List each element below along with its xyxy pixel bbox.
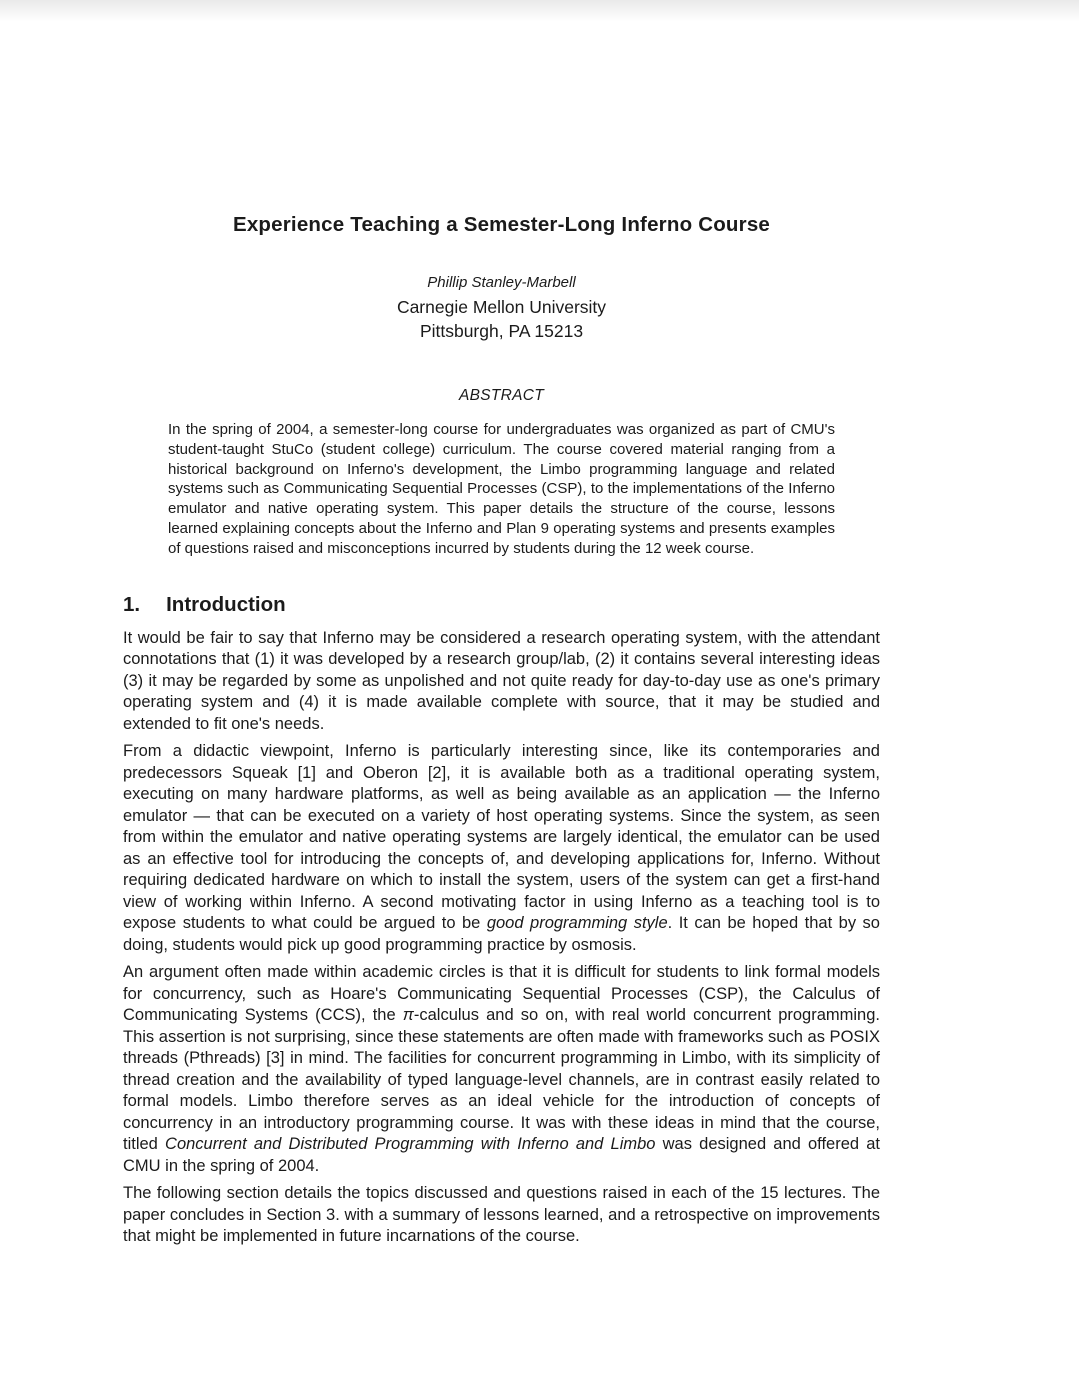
author-block	[123, 271, 880, 343]
section-number: 1.	[123, 592, 141, 616]
author-name: Phillip Stanley-Marbell	[427, 274, 576, 291]
paragraph-4: The following section details the topics discussed and questions raised in each of the 15 lectures. The paper concludes in Section 3. with a summary of lessons learned, and a retrospective on improvements that might be implemented in future incarnations of the course.	[123, 1184, 880, 1246]
paragraph-1: It would be fair to say that Inferno may be considered a research operating system, with the attendant connotations that (1) it was developed by a research group/lab, (2) it contains several interesting ideas (3) it may be regarded by some as unpolished and not quite ready for day-to-day use as one's primary operating system and (4) it is made available complete with source, that it may be studied and extended to fit one's needs.	[123, 628, 880, 733]
paper-title: Experience Teaching a Semester-Long Inferno Course	[232, 213, 771, 236]
abstract-text: In the spring of 2004, a semester-long course for undergraduates was organized as part of CMU's student-taught StuCo (student college) curriculum. The course covered material ranging from a historical background on Inferno's development, the Limbo programming language and related systems such as Communicating Sequential Processes (CSP), to the implementations of the Inferno emulator and native operating system. This paper details the structure of the course, lessons learned explaining concepts about the Inferno and Plan 9 operating systems and presents examples of questions raised and misconceptions incurred by students during the 12 week course.	[168, 421, 835, 557]
abstract-heading: ABSTRACT	[458, 387, 545, 404]
section-heading-introduction	[123, 593, 880, 617]
paper-content	[123, 0, 880, 1248]
section-title: Introduction	[166, 592, 286, 616]
paragraph-3: An argument often made within academic circles is that it is difficult for students to link formal models for concurrency, such as Hoare's Communicating Sequential Processes (CSP), the Calculus of Communicating Systems (CCS), the π-calculus and so on, with real world concurrent programming. This assertion is not surprising, since these statements are often made with frameworks such as POSIX threads (Pthreads) [3] in mind. The facilities for concurrent programming in Limbo, with its simplicity of thread creation and the availability of typed language-level channels, are in contrast easily related to formal models. Limbo therefore serves as an ideal vehicle for the introduction of concepts of concurrency in an introductory programming course. It was with these ideas in mind that the course, titled Concurrent and Distributed Programming with Inferno and Limbo was designed and offered at CMU in the spring of 2004.	[123, 963, 881, 1175]
author-affiliation: Carnegie Mellon University	[396, 297, 607, 317]
paragraph-2: From a didactic viewpoint, Inferno is particularly interesting since, like its contemporaries and predecessors Squeak [1] and Oberon [2], it is available both as a traditional operating system, executing on many hardware platforms, as well as being available as an application — the Inferno emulator — that can be executed on a variety of host operating systems. Since the system, as seen from within the emulator and native operating systems are largely identical, the emulator can be used as an effective tool for introducing the concepts of, and developing applications for, Inferno. Without requiring dedicated hardware on which to install the system, users of the system can get a first-hand view of working within Inferno. A second motivating factor in using Inferno as a teaching tool is to expose students to what could be argued to be good programming style. It can be hoped that by so doing, students would pick up good programming practice by osmosis.	[123, 742, 880, 954]
author-address: Pittsburgh, PA 15213	[419, 321, 584, 341]
